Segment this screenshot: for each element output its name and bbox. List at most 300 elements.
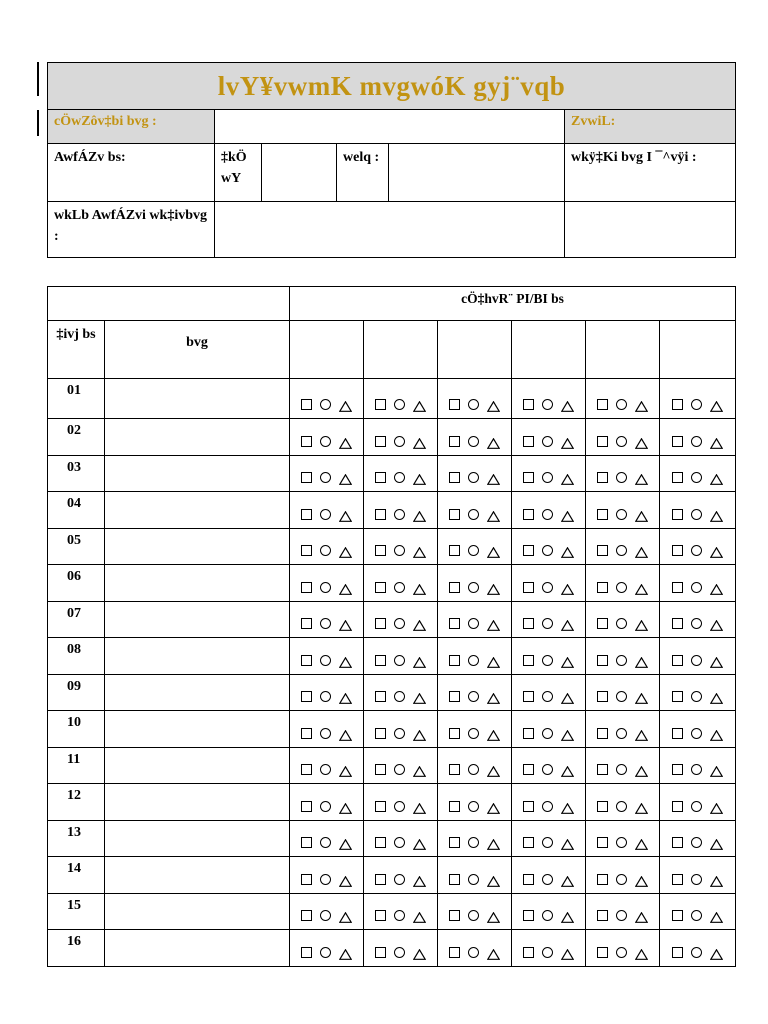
square-mark-icon[interactable]: [301, 947, 312, 958]
triangle-mark-icon[interactable]: [413, 509, 426, 520]
triangle-mark-icon[interactable]: [413, 910, 426, 921]
circle-mark-icon[interactable]: [468, 764, 479, 775]
student-name-field[interactable]: [105, 930, 290, 967]
circle-mark-icon[interactable]: [691, 947, 702, 958]
square-mark-icon[interactable]: [672, 399, 683, 410]
triangle-mark-icon[interactable]: [710, 801, 723, 812]
triangle-mark-icon[interactable]: [635, 801, 648, 812]
square-mark-icon[interactable]: [449, 691, 460, 702]
circle-mark-icon[interactable]: [542, 764, 553, 775]
square-mark-icon[interactable]: [597, 399, 608, 410]
triangle-mark-icon[interactable]: [710, 691, 723, 702]
circle-mark-icon[interactable]: [468, 509, 479, 520]
triangle-mark-icon[interactable]: [339, 947, 352, 958]
square-mark-icon[interactable]: [375, 764, 386, 775]
circle-mark-icon[interactable]: [691, 691, 702, 702]
circle-mark-icon[interactable]: [468, 874, 479, 885]
square-mark-icon[interactable]: [597, 618, 608, 629]
triangle-mark-icon[interactable]: [487, 764, 500, 775]
circle-mark-icon[interactable]: [691, 509, 702, 520]
triangle-mark-icon[interactable]: [339, 618, 352, 629]
circle-mark-icon[interactable]: [320, 436, 331, 447]
circle-mark-icon[interactable]: [542, 582, 553, 593]
circle-mark-icon[interactable]: [691, 436, 702, 447]
triangle-mark-icon[interactable]: [561, 509, 574, 520]
circle-mark-icon[interactable]: [542, 728, 553, 739]
triangle-mark-icon[interactable]: [487, 618, 500, 629]
square-mark-icon[interactable]: [672, 655, 683, 666]
square-mark-icon[interactable]: [597, 947, 608, 958]
square-mark-icon[interactable]: [375, 436, 386, 447]
square-mark-icon[interactable]: [449, 582, 460, 593]
square-mark-icon[interactable]: [523, 472, 534, 483]
circle-mark-icon[interactable]: [542, 910, 553, 921]
student-name-field[interactable]: [105, 529, 290, 565]
square-mark-icon[interactable]: [597, 509, 608, 520]
class-field[interactable]: [262, 144, 337, 202]
triangle-mark-icon[interactable]: [710, 728, 723, 739]
triangle-mark-icon[interactable]: [339, 582, 352, 593]
circle-mark-icon[interactable]: [468, 947, 479, 958]
triangle-mark-icon[interactable]: [339, 691, 352, 702]
triangle-mark-icon[interactable]: [561, 618, 574, 629]
circle-mark-icon[interactable]: [616, 801, 627, 812]
circle-mark-icon[interactable]: [542, 655, 553, 666]
triangle-mark-icon[interactable]: [710, 837, 723, 848]
triangle-mark-icon[interactable]: [710, 874, 723, 885]
student-name-field[interactable]: [105, 379, 290, 419]
triangle-mark-icon[interactable]: [487, 910, 500, 921]
circle-mark-icon[interactable]: [691, 801, 702, 812]
square-mark-icon[interactable]: [301, 801, 312, 812]
square-mark-icon[interactable]: [375, 509, 386, 520]
circle-mark-icon[interactable]: [616, 509, 627, 520]
circle-mark-icon[interactable]: [616, 618, 627, 629]
square-mark-icon[interactable]: [523, 910, 534, 921]
square-mark-icon[interactable]: [375, 801, 386, 812]
triangle-mark-icon[interactable]: [635, 399, 648, 410]
circle-mark-icon[interactable]: [320, 472, 331, 483]
triangle-mark-icon[interactable]: [487, 472, 500, 483]
triangle-mark-icon[interactable]: [339, 874, 352, 885]
student-name-field[interactable]: [105, 419, 290, 456]
square-mark-icon[interactable]: [449, 764, 460, 775]
triangle-mark-icon[interactable]: [413, 691, 426, 702]
triangle-mark-icon[interactable]: [561, 837, 574, 848]
square-mark-icon[interactable]: [375, 582, 386, 593]
triangle-mark-icon[interactable]: [487, 947, 500, 958]
square-mark-icon[interactable]: [301, 545, 312, 556]
square-mark-icon[interactable]: [301, 509, 312, 520]
circle-mark-icon[interactable]: [320, 947, 331, 958]
square-mark-icon[interactable]: [449, 545, 460, 556]
circle-mark-icon[interactable]: [542, 691, 553, 702]
circle-mark-icon[interactable]: [616, 691, 627, 702]
circle-mark-icon[interactable]: [691, 655, 702, 666]
triangle-mark-icon[interactable]: [561, 691, 574, 702]
circle-mark-icon[interactable]: [616, 582, 627, 593]
square-mark-icon[interactable]: [672, 947, 683, 958]
student-name-field[interactable]: [105, 821, 290, 857]
triangle-mark-icon[interactable]: [710, 947, 723, 958]
square-mark-icon[interactable]: [301, 728, 312, 739]
student-name-field[interactable]: [105, 675, 290, 711]
square-mark-icon[interactable]: [597, 436, 608, 447]
triangle-mark-icon[interactable]: [561, 728, 574, 739]
circle-mark-icon[interactable]: [468, 436, 479, 447]
triangle-mark-icon[interactable]: [635, 618, 648, 629]
square-mark-icon[interactable]: [597, 655, 608, 666]
triangle-mark-icon[interactable]: [413, 472, 426, 483]
circle-mark-icon[interactable]: [468, 691, 479, 702]
institution-field[interactable]: [215, 110, 565, 144]
pi-column-header[interactable]: [290, 321, 364, 379]
circle-mark-icon[interactable]: [542, 399, 553, 410]
student-name-field[interactable]: [105, 857, 290, 894]
student-name-field[interactable]: [105, 784, 290, 821]
square-mark-icon[interactable]: [449, 801, 460, 812]
student-name-field[interactable]: [105, 492, 290, 529]
circle-mark-icon[interactable]: [691, 545, 702, 556]
triangle-mark-icon[interactable]: [561, 947, 574, 958]
square-mark-icon[interactable]: [523, 801, 534, 812]
triangle-mark-icon[interactable]: [413, 655, 426, 666]
triangle-mark-icon[interactable]: [487, 655, 500, 666]
triangle-mark-icon[interactable]: [710, 618, 723, 629]
circle-mark-icon[interactable]: [468, 582, 479, 593]
triangle-mark-icon[interactable]: [635, 545, 648, 556]
circle-mark-icon[interactable]: [542, 545, 553, 556]
circle-mark-icon[interactable]: [542, 837, 553, 848]
circle-mark-icon[interactable]: [616, 874, 627, 885]
circle-mark-icon[interactable]: [542, 947, 553, 958]
triangle-mark-icon[interactable]: [339, 801, 352, 812]
triangle-mark-icon[interactable]: [413, 801, 426, 812]
expertise-field[interactable]: [215, 202, 565, 258]
triangle-mark-icon[interactable]: [561, 655, 574, 666]
square-mark-icon[interactable]: [375, 472, 386, 483]
triangle-mark-icon[interactable]: [487, 837, 500, 848]
triangle-mark-icon[interactable]: [413, 874, 426, 885]
circle-mark-icon[interactable]: [691, 910, 702, 921]
circle-mark-icon[interactable]: [542, 801, 553, 812]
square-mark-icon[interactable]: [597, 472, 608, 483]
circle-mark-icon[interactable]: [394, 910, 405, 921]
square-mark-icon[interactable]: [672, 728, 683, 739]
triangle-mark-icon[interactable]: [561, 472, 574, 483]
triangle-mark-icon[interactable]: [710, 436, 723, 447]
student-name-field[interactable]: [105, 638, 290, 675]
triangle-mark-icon[interactable]: [413, 545, 426, 556]
triangle-mark-icon[interactable]: [710, 582, 723, 593]
square-mark-icon[interactable]: [672, 436, 683, 447]
circle-mark-icon[interactable]: [691, 728, 702, 739]
triangle-mark-icon[interactable]: [339, 545, 352, 556]
circle-mark-icon[interactable]: [468, 728, 479, 739]
circle-mark-icon[interactable]: [320, 618, 331, 629]
square-mark-icon[interactable]: [375, 910, 386, 921]
triangle-mark-icon[interactable]: [413, 399, 426, 410]
triangle-mark-icon[interactable]: [710, 509, 723, 520]
square-mark-icon[interactable]: [375, 655, 386, 666]
circle-mark-icon[interactable]: [691, 618, 702, 629]
square-mark-icon[interactable]: [597, 545, 608, 556]
circle-mark-icon[interactable]: [320, 399, 331, 410]
square-mark-icon[interactable]: [301, 874, 312, 885]
pi-column-header[interactable]: [512, 321, 586, 379]
circle-mark-icon[interactable]: [394, 655, 405, 666]
circle-mark-icon[interactable]: [468, 399, 479, 410]
circle-mark-icon[interactable]: [616, 764, 627, 775]
triangle-mark-icon[interactable]: [487, 801, 500, 812]
circle-mark-icon[interactable]: [468, 655, 479, 666]
circle-mark-icon[interactable]: [468, 618, 479, 629]
square-mark-icon[interactable]: [375, 837, 386, 848]
square-mark-icon[interactable]: [672, 764, 683, 775]
square-mark-icon[interactable]: [375, 691, 386, 702]
circle-mark-icon[interactable]: [320, 910, 331, 921]
circle-mark-icon[interactable]: [542, 509, 553, 520]
square-mark-icon[interactable]: [672, 582, 683, 593]
triangle-mark-icon[interactable]: [635, 691, 648, 702]
circle-mark-icon[interactable]: [320, 655, 331, 666]
circle-mark-icon[interactable]: [691, 837, 702, 848]
triangle-mark-icon[interactable]: [710, 764, 723, 775]
student-name-field[interactable]: [105, 565, 290, 602]
triangle-mark-icon[interactable]: [710, 472, 723, 483]
circle-mark-icon[interactable]: [394, 399, 405, 410]
circle-mark-icon[interactable]: [691, 472, 702, 483]
square-mark-icon[interactable]: [523, 655, 534, 666]
triangle-mark-icon[interactable]: [339, 399, 352, 410]
circle-mark-icon[interactable]: [616, 545, 627, 556]
square-mark-icon[interactable]: [301, 618, 312, 629]
square-mark-icon[interactable]: [523, 728, 534, 739]
circle-mark-icon[interactable]: [394, 801, 405, 812]
square-mark-icon[interactable]: [375, 874, 386, 885]
square-mark-icon[interactable]: [449, 910, 460, 921]
square-mark-icon[interactable]: [301, 910, 312, 921]
triangle-mark-icon[interactable]: [635, 509, 648, 520]
triangle-mark-icon[interactable]: [635, 874, 648, 885]
triangle-mark-icon[interactable]: [487, 399, 500, 410]
triangle-mark-icon[interactable]: [710, 545, 723, 556]
square-mark-icon[interactable]: [523, 509, 534, 520]
circle-mark-icon[interactable]: [542, 618, 553, 629]
square-mark-icon[interactable]: [523, 582, 534, 593]
student-name-field[interactable]: [105, 602, 290, 638]
circle-mark-icon[interactable]: [394, 472, 405, 483]
circle-mark-icon[interactable]: [320, 801, 331, 812]
circle-mark-icon[interactable]: [616, 947, 627, 958]
triangle-mark-icon[interactable]: [487, 582, 500, 593]
triangle-mark-icon[interactable]: [561, 910, 574, 921]
student-name-field[interactable]: [105, 711, 290, 748]
square-mark-icon[interactable]: [301, 399, 312, 410]
circle-mark-icon[interactable]: [616, 728, 627, 739]
square-mark-icon[interactable]: [449, 874, 460, 885]
square-mark-icon[interactable]: [523, 545, 534, 556]
circle-mark-icon[interactable]: [394, 545, 405, 556]
circle-mark-icon[interactable]: [468, 910, 479, 921]
square-mark-icon[interactable]: [597, 691, 608, 702]
square-mark-icon[interactable]: [375, 947, 386, 958]
square-mark-icon[interactable]: [523, 399, 534, 410]
circle-mark-icon[interactable]: [468, 837, 479, 848]
circle-mark-icon[interactable]: [616, 837, 627, 848]
triangle-mark-icon[interactable]: [635, 764, 648, 775]
square-mark-icon[interactable]: [672, 801, 683, 812]
circle-mark-icon[interactable]: [394, 837, 405, 848]
square-mark-icon[interactable]: [301, 472, 312, 483]
student-name-field[interactable]: [105, 894, 290, 930]
circle-mark-icon[interactable]: [468, 472, 479, 483]
square-mark-icon[interactable]: [597, 728, 608, 739]
square-mark-icon[interactable]: [597, 801, 608, 812]
circle-mark-icon[interactable]: [320, 728, 331, 739]
square-mark-icon[interactable]: [597, 582, 608, 593]
square-mark-icon[interactable]: [672, 874, 683, 885]
triangle-mark-icon[interactable]: [487, 691, 500, 702]
square-mark-icon[interactable]: [672, 837, 683, 848]
circle-mark-icon[interactable]: [394, 764, 405, 775]
square-mark-icon[interactable]: [301, 837, 312, 848]
pi-column-header[interactable]: [660, 321, 736, 379]
square-mark-icon[interactable]: [375, 618, 386, 629]
circle-mark-icon[interactable]: [394, 728, 405, 739]
circle-mark-icon[interactable]: [691, 764, 702, 775]
triangle-mark-icon[interactable]: [710, 655, 723, 666]
circle-mark-icon[interactable]: [542, 436, 553, 447]
circle-mark-icon[interactable]: [468, 545, 479, 556]
circle-mark-icon[interactable]: [394, 874, 405, 885]
square-mark-icon[interactable]: [449, 655, 460, 666]
square-mark-icon[interactable]: [449, 436, 460, 447]
pi-column-header[interactable]: [586, 321, 660, 379]
triangle-mark-icon[interactable]: [339, 472, 352, 483]
square-mark-icon[interactable]: [672, 618, 683, 629]
triangle-mark-icon[interactable]: [710, 910, 723, 921]
triangle-mark-icon[interactable]: [635, 582, 648, 593]
circle-mark-icon[interactable]: [616, 399, 627, 410]
triangle-mark-icon[interactable]: [339, 436, 352, 447]
triangle-mark-icon[interactable]: [487, 509, 500, 520]
triangle-mark-icon[interactable]: [561, 545, 574, 556]
triangle-mark-icon[interactable]: [635, 837, 648, 848]
circle-mark-icon[interactable]: [320, 764, 331, 775]
square-mark-icon[interactable]: [449, 509, 460, 520]
circle-mark-icon[interactable]: [616, 436, 627, 447]
pi-column-header[interactable]: [364, 321, 438, 379]
square-mark-icon[interactable]: [375, 399, 386, 410]
square-mark-icon[interactable]: [672, 910, 683, 921]
triangle-mark-icon[interactable]: [413, 837, 426, 848]
triangle-mark-icon[interactable]: [561, 764, 574, 775]
circle-mark-icon[interactable]: [394, 509, 405, 520]
square-mark-icon[interactable]: [672, 545, 683, 556]
square-mark-icon[interactable]: [672, 472, 683, 483]
square-mark-icon[interactable]: [597, 910, 608, 921]
square-mark-icon[interactable]: [375, 545, 386, 556]
triangle-mark-icon[interactable]: [413, 436, 426, 447]
triangle-mark-icon[interactable]: [561, 801, 574, 812]
triangle-mark-icon[interactable]: [487, 728, 500, 739]
student-name-field[interactable]: [105, 748, 290, 784]
circle-mark-icon[interactable]: [320, 691, 331, 702]
circle-mark-icon[interactable]: [542, 472, 553, 483]
square-mark-icon[interactable]: [523, 764, 534, 775]
triangle-mark-icon[interactable]: [487, 436, 500, 447]
triangle-mark-icon[interactable]: [413, 764, 426, 775]
triangle-mark-icon[interactable]: [339, 655, 352, 666]
triangle-mark-icon[interactable]: [561, 582, 574, 593]
triangle-mark-icon[interactable]: [635, 947, 648, 958]
circle-mark-icon[interactable]: [616, 910, 627, 921]
square-mark-icon[interactable]: [449, 947, 460, 958]
circle-mark-icon[interactable]: [394, 436, 405, 447]
triangle-mark-icon[interactable]: [561, 874, 574, 885]
circle-mark-icon[interactable]: [616, 472, 627, 483]
subject-field[interactable]: [389, 144, 565, 202]
triangle-mark-icon[interactable]: [635, 910, 648, 921]
student-name-field[interactable]: [105, 456, 290, 492]
triangle-mark-icon[interactable]: [635, 436, 648, 447]
square-mark-icon[interactable]: [597, 837, 608, 848]
square-mark-icon[interactable]: [449, 618, 460, 629]
circle-mark-icon[interactable]: [320, 874, 331, 885]
square-mark-icon[interactable]: [523, 691, 534, 702]
triangle-mark-icon[interactable]: [635, 472, 648, 483]
square-mark-icon[interactable]: [301, 655, 312, 666]
triangle-mark-icon[interactable]: [413, 582, 426, 593]
circle-mark-icon[interactable]: [320, 837, 331, 848]
square-mark-icon[interactable]: [523, 436, 534, 447]
triangle-mark-icon[interactable]: [339, 837, 352, 848]
square-mark-icon[interactable]: [672, 509, 683, 520]
triangle-mark-icon[interactable]: [413, 618, 426, 629]
square-mark-icon[interactable]: [523, 947, 534, 958]
square-mark-icon[interactable]: [301, 436, 312, 447]
square-mark-icon[interactable]: [523, 618, 534, 629]
triangle-mark-icon[interactable]: [487, 545, 500, 556]
circle-mark-icon[interactable]: [320, 509, 331, 520]
triangle-mark-icon[interactable]: [487, 874, 500, 885]
square-mark-icon[interactable]: [449, 399, 460, 410]
circle-mark-icon[interactable]: [320, 545, 331, 556]
square-mark-icon[interactable]: [301, 764, 312, 775]
square-mark-icon[interactable]: [301, 691, 312, 702]
square-mark-icon[interactable]: [449, 728, 460, 739]
circle-mark-icon[interactable]: [616, 655, 627, 666]
triangle-mark-icon[interactable]: [339, 509, 352, 520]
triangle-mark-icon[interactable]: [339, 728, 352, 739]
square-mark-icon[interactable]: [523, 837, 534, 848]
triangle-mark-icon[interactable]: [413, 947, 426, 958]
circle-mark-icon[interactable]: [542, 874, 553, 885]
pi-column-header[interactable]: [438, 321, 512, 379]
triangle-mark-icon[interactable]: [339, 910, 352, 921]
triangle-mark-icon[interactable]: [635, 655, 648, 666]
circle-mark-icon[interactable]: [394, 618, 405, 629]
triangle-mark-icon[interactable]: [710, 399, 723, 410]
triangle-mark-icon[interactable]: [561, 436, 574, 447]
circle-mark-icon[interactable]: [320, 582, 331, 593]
square-mark-icon[interactable]: [449, 837, 460, 848]
circle-mark-icon[interactable]: [394, 691, 405, 702]
circle-mark-icon[interactable]: [691, 582, 702, 593]
square-mark-icon[interactable]: [672, 691, 683, 702]
circle-mark-icon[interactable]: [468, 801, 479, 812]
